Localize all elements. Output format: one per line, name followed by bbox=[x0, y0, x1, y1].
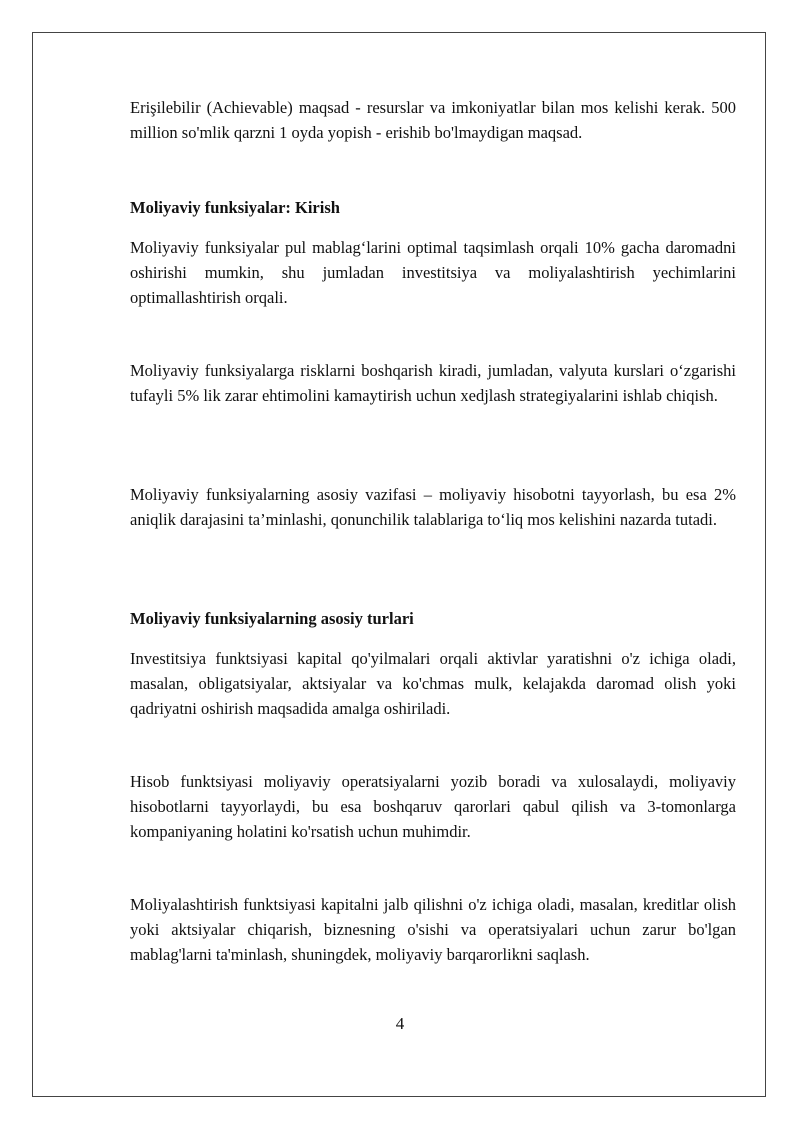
paragraph-accounting: Hisob funktsiyasi moliyaviy operatsiyalarni yozib boradi va xulosalaydi, moliyaviy hisobotlarni tayyorlaydi, bu esa boshqaruv qarorlari qabul qilish va 3-tomonlarga kompaniyaning holatini ko'rsatish uchun muhimdir. bbox=[130, 772, 736, 841]
heading-types: Moliyaviy funksiyalarning asosiy turlari bbox=[130, 609, 414, 628]
page-number: 4 bbox=[395, 1014, 405, 1033]
paragraph-intro-3: Moliyaviy funksiyalarning asosiy vazifasi – moliyaviy hisobotni tayyorlash, bu esa 2% aniqlik darajasini ta’minlashi, qonunchilik talablariga to‘liq mos kelishini nazarda tutadi. bbox=[130, 485, 736, 529]
paragraph-achievable: Erişilebilir (Achievable) maqsad - resurslar va imkoniyatlar bilan mos kelishi kerak. 500 million so'mlik qarzni 1 oyda yopish - erishib bo'lmaydigan maqsad. bbox=[130, 98, 736, 142]
page-frame bbox=[32, 32, 766, 1097]
paragraph-financing: Moliyalashtirish funktsiyasi kapitalni jalb qilishni o'z ichiga oladi, masalan, kreditlar olish yoki aktsiyalar chiqarish, biznesning o'sishi va operatsiyalari uchun zarur bo'lgan mablag'larni ta'minlash, shuningdek, moliyaviy barqarorlikni saqlash. bbox=[130, 895, 736, 964]
paragraph-investment: Investitsiya funktsiyasi kapital qo'yilmalari orqali aktivlar yaratishni o'z ichiga oladi, masalan, obligatsiyalar, aktsiyalar va ko'chmas mulk, kelajakda daromad olish yoki qadriyatni oshirish maqsadida amalga oshiriladi. bbox=[130, 649, 736, 718]
heading-intro: Moliyaviy funksiyalar: Kirish bbox=[130, 198, 340, 217]
paragraph-intro-1: Moliyaviy funksiyalar pul mablag‘larini optimal taqsimlash orqali 10% gacha daromadni oshirishi mumkin, shu jumladan investitsiya va moliyalashtirish yechimlarini optimallashtirish orqali. bbox=[130, 238, 736, 307]
paragraph-intro-2: Moliyaviy funksiyalarga risklarni boshqarish kiradi, jumladan, valyuta kurslari o‘zgarishi tufayli 5% lik zarar ehtimolini kamaytirish uchun xedjlash strategiyalarini ishlab chiqish. bbox=[130, 361, 736, 405]
